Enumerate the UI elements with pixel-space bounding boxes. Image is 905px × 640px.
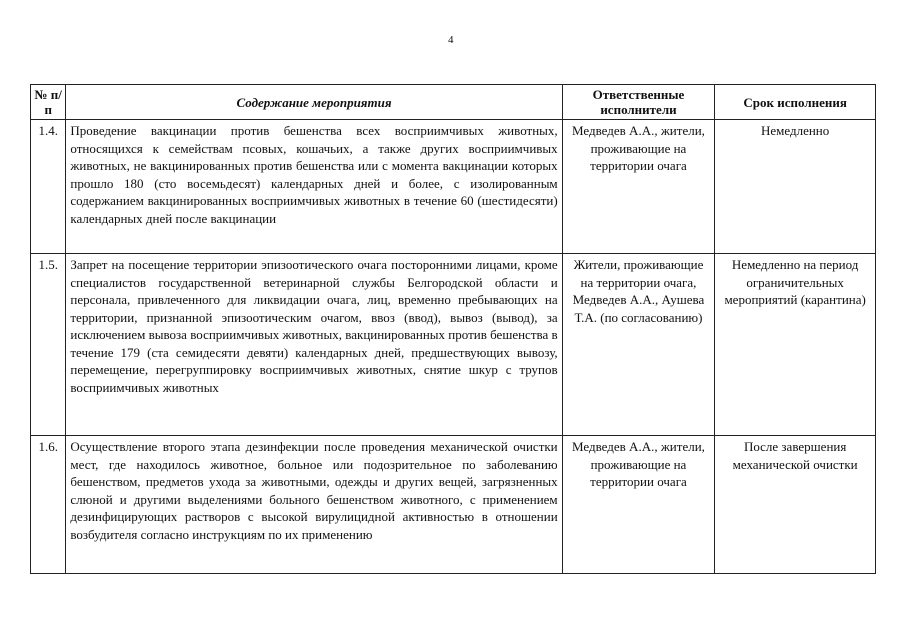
row-content: Запрет на посещение территории эпизоотического очага посторонними лицами, кроме специалистов государственной ветеринарной службы Белгородской области и персонала, привлеченного для ликвидации очага, лиц, временно пребывающих на территории, признанной эпизоотическим очагом, ввоз (ввод), вывоз (вывод), за исключением вывоза восприимчивых животных, вакцинированных против бешенства в течение 179 (ста семидесяти девяти) календарных дней, предшествующих вывозу, перемещение, перегруппировку восприимчивых животных, снятие шкур с трупов восприимчивых животных: [66, 254, 562, 436]
table-row: [31, 436, 876, 574]
row-num: 1.6.: [31, 436, 66, 574]
header-num: № п/п: [31, 85, 66, 120]
row-responsible: Жители, проживающие на территории очага, Медведев А.А., Аушева Т.А. (по согласованию): [562, 254, 715, 436]
table-row: [31, 120, 876, 254]
header-deadline: Срок исполнения: [715, 85, 876, 120]
table-header-row: [31, 85, 876, 120]
row-content: Проведение вакцинации против бешенства всех восприимчивых животных, относящихся к семействам псовых, кошачьих, а также других восприимчивых животных, не вакцинированных против бешенства или с момента вакцинации которых прошло 180 (сто восемьдесят) календарных дней и более, с изолированным содержанием вакцинированных восприимчивых животных в течение 60 (шестидесяти) календарных дней после вакцинации: [66, 120, 562, 254]
table-row: [31, 254, 876, 436]
header-responsible: Ответственные исполнители: [562, 85, 715, 120]
row-content: Осуществление второго этапа дезинфекции после проведения механической очистки мест, где находилось животное, больное или подозрительное по заболеванию бешенством, предметов ухода за животными, одежды и других вещей, загрязненных слюной и другими выделениями больного бешенством животного, с применением дезинфицирующих растворов с высокой вирулицидной активностью в отношении возбудителя согласно инструкциям по их применению: [66, 436, 562, 574]
measures-table: [30, 84, 876, 574]
row-deadline: Немедленно: [715, 120, 876, 254]
row-responsible: Медведев А.А., жители, проживающие на территории очага: [562, 120, 715, 254]
row-responsible: Медведев А.А., жители, проживающие на территории очага: [562, 436, 715, 574]
header-content: Содержание мероприятия: [66, 85, 562, 120]
row-num: 1.5.: [31, 254, 66, 436]
row-num: 1.4.: [31, 120, 66, 254]
row-deadline: Немедленно на период ограничительных мероприятий (карантина): [715, 254, 876, 436]
page-number: 4: [448, 34, 454, 46]
row-deadline: После завершения механической очистки: [715, 436, 876, 574]
